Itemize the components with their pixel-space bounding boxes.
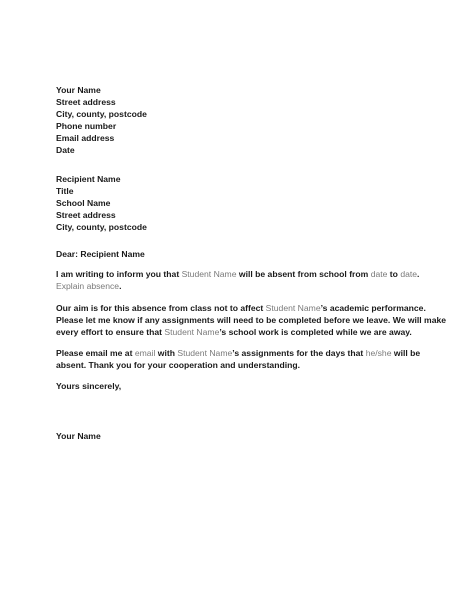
sender-email: Email address (56, 133, 115, 143)
signature-block (56, 430, 101, 442)
date-from-placeholder: date (370, 269, 388, 279)
paragraph-1-line-2 (56, 280, 416, 292)
sender-phone: Phone number (56, 121, 117, 131)
text-segment: Please email me at (56, 348, 135, 358)
text-segment: ’s academic performance. (320, 303, 426, 313)
sender-name: Your Name (56, 85, 101, 95)
paragraph-1-line-1 (56, 268, 420, 280)
text-segment: with (155, 348, 178, 358)
text-segment: to (387, 269, 401, 279)
text-segment: . (417, 269, 420, 279)
email-placeholder: email (134, 348, 156, 358)
student-name-placeholder: Student Name (265, 303, 321, 313)
explain-absence-placeholder: Explain absence (56, 281, 120, 291)
paragraph-3 (56, 347, 421, 371)
recipient-name: Recipient Name (56, 174, 121, 184)
salutation: Dear: Recipient Name (56, 249, 145, 259)
recipient-title: Title (56, 186, 74, 196)
closing-block (56, 380, 121, 392)
text-segment: will be (391, 348, 421, 358)
paragraph-3-line-2: absent. Thank you for your cooperation and understanding. (56, 360, 300, 370)
date-to-placeholder: date (400, 269, 418, 279)
recipient-street: Street address (56, 210, 116, 220)
text-segment: ’s school work is completed while we are away. (219, 327, 412, 337)
text-segment: will be absent from school from (236, 269, 371, 279)
recipient-city: City, county, postcode (56, 222, 147, 232)
text-segment: . (119, 281, 122, 291)
sender-date: Date (56, 145, 75, 155)
pronoun-placeholder: he/she (365, 348, 392, 358)
sender-street: Street address (56, 97, 116, 107)
student-name-placeholder: Student Name (164, 327, 220, 337)
paragraph-3-line-1 (56, 347, 421, 359)
paragraph-1 (56, 268, 420, 292)
text-segment: every effort to ensure that (56, 327, 165, 337)
text-segment: ’s assignments for the days that (232, 348, 366, 358)
student-name-placeholder: Student Name (181, 269, 237, 279)
sender-address-block (56, 84, 147, 156)
paragraph-2-line-1 (56, 302, 426, 314)
paragraph-2 (56, 302, 447, 338)
salutation-block (56, 248, 145, 260)
student-name-placeholder: Student Name (177, 348, 233, 358)
recipient-school: School Name (56, 198, 111, 208)
text-segment: I am writing to inform you that (56, 269, 182, 279)
paragraph-2-line-3 (56, 326, 416, 338)
signature-name: Your Name (56, 431, 101, 441)
closing: Yours sincerely, (56, 381, 122, 391)
sender-city: City, county, postcode (56, 109, 147, 119)
text-segment: Our aim is for this absence from class not to affect (56, 303, 266, 313)
recipient-address-block (56, 173, 147, 233)
paragraph-2-line-2: Please let me know if any assignments will need to be completed before we leave. We will make (56, 315, 447, 325)
